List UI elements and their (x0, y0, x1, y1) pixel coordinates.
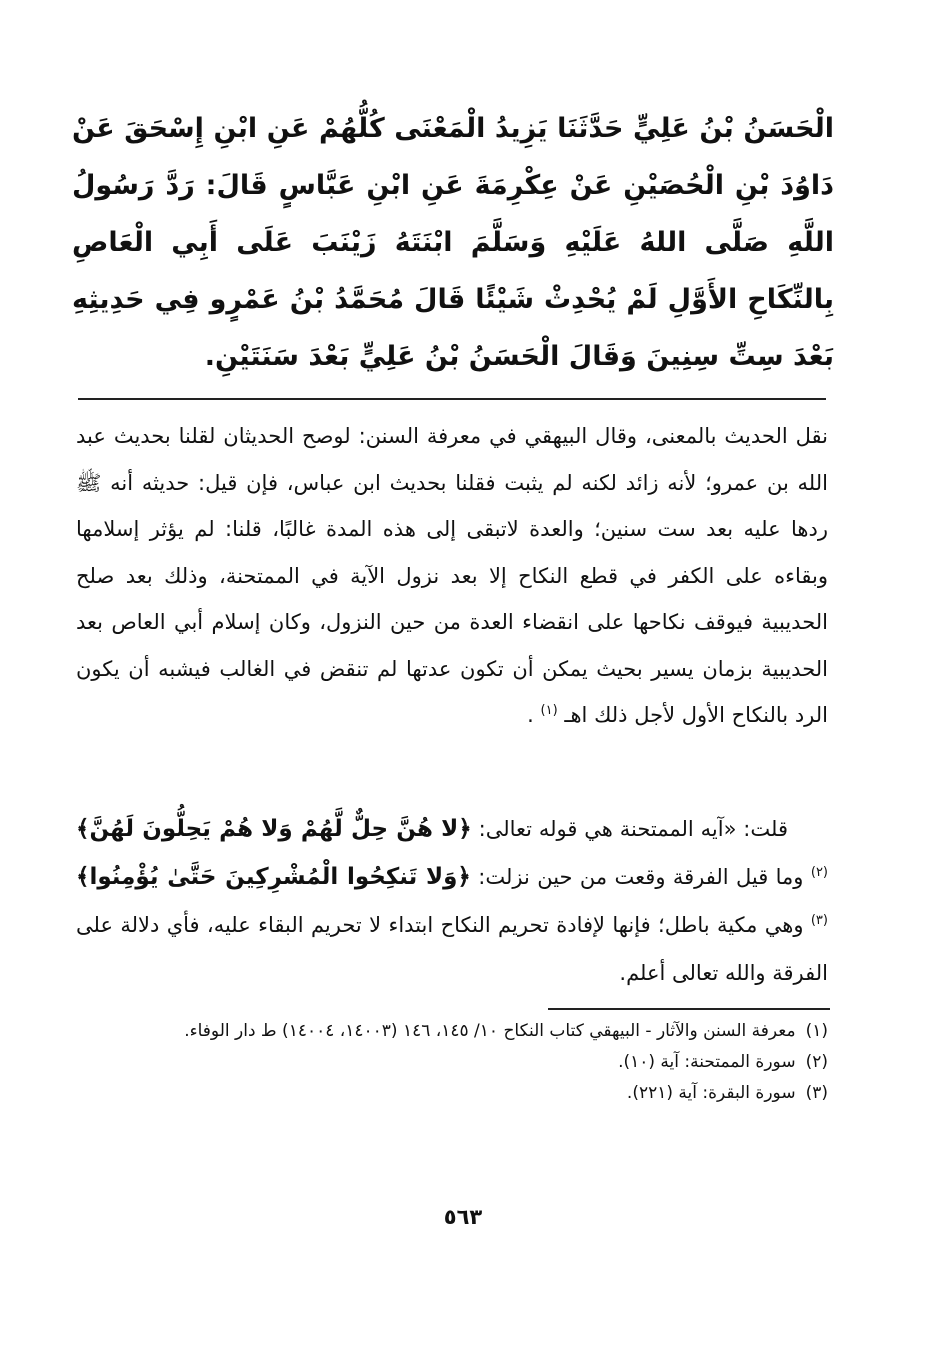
footnote-number: (٢) (805, 1052, 828, 1072)
commentary-body: نقل الحديث بالمعنى، وقال البيهقي في معرفة السنن: لوصح الحديثان لقلنا بحديث عبد الله بن عمرو؛ لأنه زائد لكنه لم يثبت فقلنا بحديث ابن عباس، فإن قيل: حديثه أنه ﷺ ردها عليه بعد ست سنين؛ والعدة لاتبقى إلى هذه المدة غالبًا، قلنا: لم يؤثر إسلامها وبقاءه على الكفر في قطع النكاح إلا بعد نزول الآية في الممتحنة، وذلك بعد صلح الحديبية فيوقف نكاحها على انقضاء العدة من حين النزول، وكان إسلام أبي العاص بعد الحديبية بزمان يسير بحيث يمكن أن تكون عدتها لم تنقض في الغالب فيشبه أن يكون الرد بالنكاح الأول لأجل ذلك اهـ (76, 424, 828, 727)
footnotes-list (76, 1018, 828, 1111)
footnote-1 (76, 1018, 828, 1045)
quran-verse-1: ﴿لا هُنَّ حِلٌّ لَّهُمْ وَلا هُمْ يَحِلُّونَ لَهُنَّ﴾ (76, 816, 472, 842)
hadith-text (72, 100, 834, 385)
footnote-text: سورة البقرة: آية (٢٢١). (626, 1083, 796, 1103)
footnote-number: (١) (805, 1021, 828, 1041)
footnote-ref-3[interactable]: (٣) (810, 913, 828, 928)
footnote-divider (548, 1008, 830, 1010)
footnote-3 (76, 1080, 828, 1107)
note-end: وهي مكية باطل؛ فإنها لإفادة تحريم النكاح ابتداء لا تحريم البقاء عليه، فأي دلالة على الفرقة والله تعالى أعلم. (76, 913, 828, 985)
commentary-end: . (527, 703, 534, 727)
main-text-divider (78, 398, 826, 400)
page-number: ٥٦٣ (443, 1205, 483, 1229)
note-middle: وما قيل الفرقة وقعت من حين نزلت: (478, 865, 804, 889)
footnote-text: معرفة السنن والآثار - البيهقي كتاب النكاح ١٠/ ١٤٥، ١٤٦ (١٤٠٠٣، ١٤٠٠٤) ط دار الوفاء. (184, 1021, 796, 1041)
footnote-number: (٣) (805, 1083, 828, 1103)
author-note-paragraph (76, 805, 828, 997)
footnote-ref-2[interactable]: (٢) (810, 865, 828, 880)
note-intro: قلت: «آيه الممتحنة هي قوله تعالى: (478, 817, 788, 841)
quran-verse-2: ﴿وَلا تَنكِحُوا الْمُشْرِكِينَ حَتَّىٰ يُؤْمِنُوا﴾ (76, 864, 471, 890)
hadith-body: الْحَسَنُ بْنُ عَلِيٍّ حَدَّثَنَا يَزِيدُ الْمَعْنَى كُلُّهُمْ عَنِ ابْنِ إِسْحَقَ عَنْ دَاوُدَ بْنِ الْحُصَيْنِ عَنْ عِكْرِمَةَ عَنِ ابْنِ عَبَّاسٍ قَالَ: رَدَّ رَسُولُ اللَّهِ صَلَّى اللهُ عَلَيْهِ وَسَلَّمَ ابْنَتَهُ زَيْنَبَ عَلَى أَبِي الْعَاصِ بِالنِّكَاحِ الأَوَّلِ لَمْ يُحْدِثْ شَيْئًا قَالَ مُحَمَّدُ بْنُ عَمْرٍو فِي حَدِيثِهِ بَعْدَ سِتِّ سِنِينَ وَقَالَ الْحَسَنُ بْنُ عَلِيٍّ بَعْدَ سَنَتَيْنِ. (72, 113, 834, 372)
footnote-ref-1[interactable]: (١) (540, 703, 558, 718)
footnote-text: سورة الممتحنة: آية (١٠). (618, 1052, 796, 1072)
footnote-2 (76, 1049, 828, 1076)
commentary-paragraph (76, 413, 828, 739)
